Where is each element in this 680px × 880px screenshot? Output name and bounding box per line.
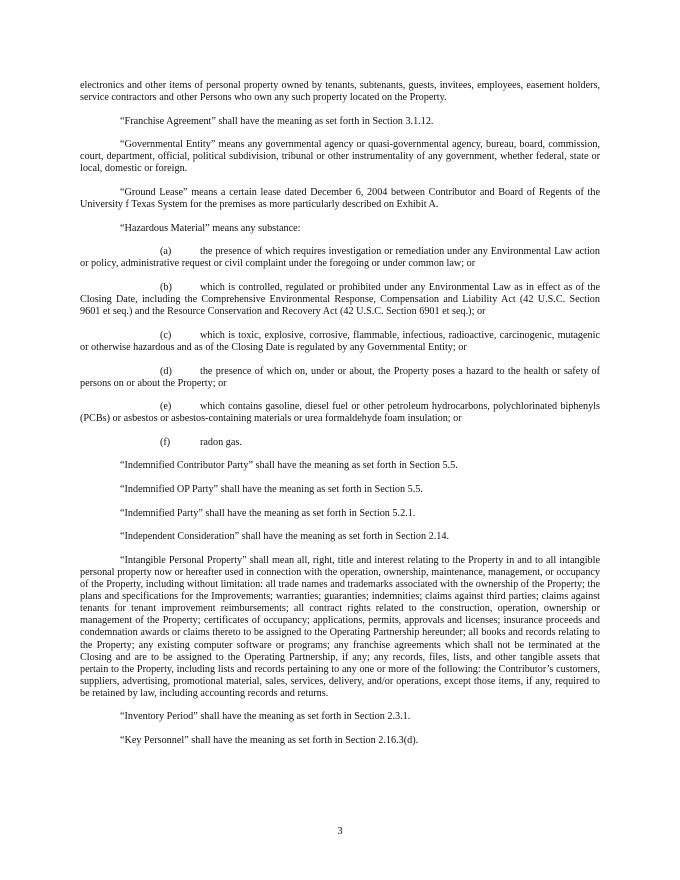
list-item-c bbox=[80, 330, 600, 354]
list-item-label: (a) bbox=[160, 246, 172, 258]
list-item-text: radon gas. bbox=[200, 436, 242, 448]
definition-key-personnel: “Key Personnel” shall have the meaning as set forth in Section 2.16.3(d). bbox=[120, 735, 419, 747]
list-item-label: (e) bbox=[160, 401, 172, 413]
page-number: 3 bbox=[337, 826, 343, 837]
list-item-text: which is controlled, regulated or prohibited under any Environmental Law as in effect as of the Closing Date, including the Comprehensive Environmental Response, Compensation and Liability Act (42 U.S.C. Section 9601 et seq.) and the Resource Conservation and Recovery Act (42 U.S.C. Section 6901 et seq.); or bbox=[80, 282, 600, 318]
list-item-text: the presence of which requires investigation or remediation under any Environmental Law action or policy, administrative request or civil complaint under the foregoing or under common law; or bbox=[80, 246, 600, 270]
definition-indemnified-contributor-party: “Indemnified Contributor Party” shall have the meaning as set forth in Section 5.5. bbox=[120, 460, 458, 472]
document-body bbox=[80, 80, 600, 759]
definition-franchise-agreement: “Franchise Agreement” shall have the meaning as set forth in Section 3.1.12. bbox=[120, 115, 434, 127]
definition-hazardous-material: “Hazardous Material” means any substance: bbox=[120, 222, 301, 234]
definition-inventory-period: “Inventory Period” shall have the meaning as set forth in Section 2.3.1. bbox=[120, 711, 411, 723]
list-item-f bbox=[80, 437, 600, 449]
definition-indemnified-op-party: “Indemnified OP Party” shall have the meaning as set forth in Section 5.5. bbox=[120, 484, 423, 496]
list-item-d bbox=[80, 366, 600, 390]
list-item-text: which is toxic, explosive, corrosive, flammable, infectious, radioactive, carcinogenic, mutagenic or otherwise hazardous and as of the Closing Date is regulated by any Governmental Entity; or bbox=[80, 329, 600, 353]
list-item-e bbox=[80, 401, 600, 425]
list-item-text: which contains gasoline, diesel fuel or other petroleum hydrocarbons, polychlorinated biphenyls (PCBs) or asbestos or asbestos-containing materials or urea formaldehyde foam insulation; or bbox=[80, 401, 600, 425]
definition-independent-consideration: “Independent Consideration” shall have the meaning as set forth in Section 2.14. bbox=[120, 531, 450, 543]
list-item-label: (d) bbox=[160, 365, 172, 377]
list-item-label: (f) bbox=[160, 436, 171, 448]
list-item-text: the presence of which on, under or about, the Property poses a hazard to the health or safety of persons on or about the Property; or bbox=[80, 365, 600, 389]
list-item-label: (b) bbox=[160, 282, 172, 294]
list-item-label: (c) bbox=[160, 329, 172, 341]
definition-indemnified-party: “Indemnified Party” shall have the meaning as set forth in Section 5.2.1. bbox=[120, 507, 416, 519]
paragraph-continuation: electronics and other items of personal property owned by tenants, subtenants, guests, invitees, employees, easement holders, service contractors and other Persons who own any such property located on the Property. bbox=[80, 80, 600, 104]
definition-intangible-personal-property: “Intangible Personal Property” shall mean all, right, title and interest relating to the Property in and to all intangible personal property now or hereafter used in connection with the operation, ownership, maintenance, management, or occupancy of the Property, including without limitation: all trade names and trademarks associated with the ownership of the Property; the plans and specifications for the Improvements; warranties; guaranties; indemnities; claims against third parties; claims against tenants for tenant improvement reimbursements; all contract rights related to the construction, operation, ownership or management of the Property; certificates of occupancy; applications, permits, approvals and licenses; insurance proceeds and condemnation awards or claims thereto to be assigned to the Operating Partnership hereunder; all books and records relating to the Property; any existing computer software or programs; any franchise agreements which shall not be terminated at the Closing and are to be assigned to the Operating Partnership, if any; any records, files, lists, and other tangible assets that pertain to the Property, including lists and records pertaining to any one or more of the following: the Contributor’s customers, suppliers, advertising, promotional material, sales, services, delivery, and/or operations, except those items, if any, required to be retained by law, including accounting records and returns. bbox=[80, 554, 600, 699]
list-item-b bbox=[80, 282, 600, 318]
definition-governmental-entity: “Governmental Entity” means any governmental agency or quasi-governmental agency, bureau, board, commission, court, department, official, political subdivision, tribunal or other instrumentality of any government, whether federal, state or local, domestic or foreign. bbox=[80, 139, 600, 175]
definition-ground-lease: “Ground Lease” means a certain lease dated December 6, 2004 between Contributor and Board of Regents of the University f Texas System for the premises as more particularly described on Exhibit A. bbox=[80, 187, 600, 211]
list-item-a bbox=[80, 246, 600, 270]
